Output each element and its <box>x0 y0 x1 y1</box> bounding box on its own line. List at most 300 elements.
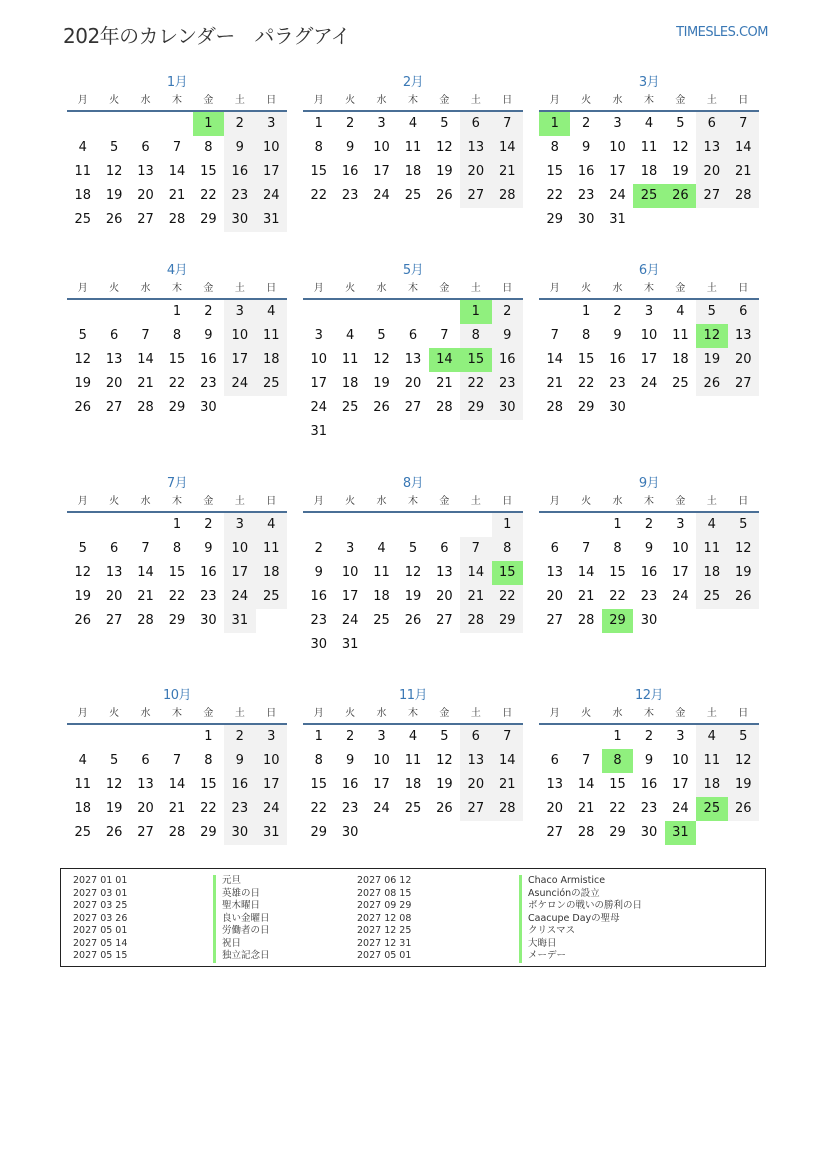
empty-day-cell <box>492 821 523 845</box>
empty-day-cell <box>334 300 365 324</box>
day-cell: 5 <box>440 729 449 744</box>
weekend-day-cell: 18 <box>696 773 727 797</box>
day-cell: 2 <box>204 304 213 319</box>
day-cell: 4 <box>78 140 87 155</box>
holiday-name: Asunciónの設立 <box>519 888 642 901</box>
site-name[interactable]: TIMESLES.COM <box>676 25 768 40</box>
holiday-day-cell: 8 <box>602 749 633 773</box>
day-cell: 12 <box>105 164 123 179</box>
day-cell: 29 <box>200 825 217 840</box>
day-cell: 22 <box>577 376 595 391</box>
holiday-date: 2027 12 08 <box>357 912 412 924</box>
weekend-day-cell: 6 <box>460 725 491 749</box>
week-row <box>539 208 759 232</box>
weekend-day-cell: 31 <box>224 609 255 633</box>
day-cell: 11 <box>74 777 91 792</box>
day-cell: 14 <box>577 777 595 792</box>
weekend-day-cell: 11 <box>696 537 727 561</box>
day-cell: 18 <box>341 376 359 391</box>
holiday-name: 英雄の日 <box>213 888 270 901</box>
weekday-header <box>67 280 287 300</box>
holiday-date: 2027 03 25 <box>73 900 128 911</box>
day-cell: 22 <box>168 376 186 391</box>
week-row <box>67 773 287 797</box>
day-cell: 1 <box>613 729 622 744</box>
week-row <box>303 749 523 773</box>
day-cell: 7 <box>172 140 182 155</box>
weekday-label: 水 <box>140 496 151 507</box>
weekend-day-cell: 10 <box>256 749 287 773</box>
day-cell: 24 <box>640 376 658 391</box>
empty-day-cell <box>665 396 696 420</box>
weekday-label: 木 <box>643 496 654 507</box>
empty-day-cell <box>256 609 287 633</box>
week-row <box>303 797 523 821</box>
weekend-day-cell: 5 <box>696 300 727 324</box>
weekday-label: 木 <box>171 496 182 507</box>
empty-day-cell <box>429 633 460 657</box>
empty-day-cell <box>665 609 696 633</box>
day-cell: 15 <box>200 777 217 792</box>
day-cell: 16 <box>577 164 595 179</box>
month-3 <box>539 74 759 232</box>
weekend-day-cell: 11 <box>696 749 727 773</box>
day-cell: 20 <box>546 589 563 604</box>
weekend-day-cell: 21 <box>728 160 759 184</box>
day-cell: 5 <box>676 116 685 131</box>
day-cell: 16 <box>310 589 327 604</box>
holiday-name: 祝日 <box>213 938 270 951</box>
empty-day-cell <box>130 513 161 537</box>
empty-day-cell <box>366 300 397 324</box>
weekend-day-cell: 11 <box>256 324 287 348</box>
day-cell: 17 <box>373 164 390 179</box>
weekday-label: 土 <box>706 496 717 507</box>
month-8 <box>303 475 523 657</box>
day-cell: 19 <box>404 589 422 604</box>
empty-day-cell <box>728 821 759 845</box>
weekend-day-cell: 18 <box>696 561 727 585</box>
day-cell: 13 <box>436 565 453 580</box>
month-2 <box>303 74 523 208</box>
weekend-day-cell: 3 <box>256 725 287 749</box>
empty-day-cell <box>366 633 397 657</box>
empty-day-cell <box>98 112 129 136</box>
holiday-day-cell: 14 <box>429 348 460 372</box>
weekday-label: 水 <box>612 95 623 106</box>
weekend-day-cell: 28 <box>728 184 759 208</box>
weekday-label: 水 <box>612 283 623 294</box>
week-row <box>539 324 759 348</box>
day-cell: 6 <box>141 753 150 768</box>
week-row <box>303 725 523 749</box>
day-cell: 27 <box>436 613 453 628</box>
week-row <box>67 348 287 372</box>
day-cell: 27 <box>137 825 154 840</box>
day-cell: 4 <box>644 116 654 131</box>
day-cell: 7 <box>440 328 449 343</box>
day-cell: 9 <box>204 541 213 556</box>
empty-day-cell <box>334 420 365 444</box>
weekend-day-cell: 29 <box>460 396 491 420</box>
week-row <box>67 821 287 845</box>
day-cell: 15 <box>546 164 563 179</box>
weekday-label: 火 <box>581 496 592 507</box>
day-cell: 4 <box>676 304 685 319</box>
weekend-day-cell: 4 <box>696 513 727 537</box>
weekday-label: 火 <box>581 708 592 719</box>
day-cell: 25 <box>404 188 422 203</box>
day-cell: 3 <box>314 328 323 343</box>
day-cell: 23 <box>609 376 626 391</box>
week-row <box>67 324 287 348</box>
weekday-label: 日 <box>502 95 513 106</box>
empty-day-cell <box>429 513 460 537</box>
empty-day-cell <box>397 513 428 537</box>
day-cell: 26 <box>436 801 453 816</box>
weekday-label: 日 <box>266 283 277 294</box>
holiday-date: 2027 05 01 <box>357 950 412 961</box>
day-cell: 11 <box>341 352 359 367</box>
day-cell: 2 <box>581 116 591 131</box>
empty-day-cell <box>696 821 727 845</box>
weekend-day-cell: 7 <box>460 537 491 561</box>
day-cell: 31 <box>310 424 327 439</box>
empty-day-cell <box>460 513 491 537</box>
holiday-name: 大晦日 <box>519 938 642 951</box>
day-cell: 21 <box>137 589 154 604</box>
day-cell: 20 <box>105 589 123 604</box>
week-row <box>67 513 287 537</box>
day-cell: 3 <box>613 116 622 131</box>
day-cell: 29 <box>200 212 217 227</box>
day-cell: 6 <box>109 541 119 556</box>
day-cell: 23 <box>640 801 658 816</box>
day-cell: 27 <box>105 613 123 628</box>
weekday-label: 火 <box>345 708 356 719</box>
week-row <box>539 537 759 561</box>
holiday-name: 労働者の日 <box>213 925 270 938</box>
week-row <box>303 396 523 420</box>
week-row <box>303 633 523 657</box>
day-cell: 15 <box>168 565 186 580</box>
day-cell: 29 <box>577 400 595 415</box>
empty-day-cell <box>570 513 601 537</box>
holiday-dates-col-2 <box>357 875 411 963</box>
day-cell: 7 <box>581 753 591 768</box>
weekend-day-cell: 28 <box>492 797 523 821</box>
empty-day-cell <box>460 633 491 657</box>
month-7 <box>67 475 287 633</box>
weekday-label: 木 <box>643 708 654 719</box>
holiday-day-cell: 25 <box>696 797 727 821</box>
empty-day-cell <box>130 112 161 136</box>
day-cell: 7 <box>141 541 150 556</box>
weekend-day-cell: 17 <box>256 773 287 797</box>
day-cell: 1 <box>172 517 182 532</box>
empty-day-cell <box>98 725 129 749</box>
day-cell: 10 <box>310 352 327 367</box>
weekday-label: 水 <box>376 708 387 719</box>
day-cell: 22 <box>609 589 626 604</box>
day-cell: 5 <box>440 116 449 131</box>
weekday-label: 火 <box>109 708 120 719</box>
week-row <box>539 749 759 773</box>
empty-day-cell <box>539 513 570 537</box>
empty-day-cell <box>98 513 129 537</box>
day-cell: 20 <box>137 801 154 816</box>
day-cell: 12 <box>672 140 689 155</box>
empty-day-cell <box>397 821 428 845</box>
weekend-day-cell: 2 <box>224 112 255 136</box>
weekend-day-cell: 23 <box>224 797 255 821</box>
day-cell: 27 <box>105 400 123 415</box>
week-row <box>539 372 759 396</box>
holiday-day-cell: 1 <box>539 112 570 136</box>
weekend-day-cell: 23 <box>492 372 523 396</box>
day-cell: 9 <box>345 753 355 768</box>
day-cell: 8 <box>314 753 323 768</box>
month-name: 7月 <box>166 476 188 491</box>
day-cell: 24 <box>373 801 390 816</box>
holiday-date: 2027 12 31 <box>357 937 412 949</box>
day-cell: 8 <box>172 328 182 343</box>
weekday-label: 木 <box>643 283 654 294</box>
weekday-label: 木 <box>407 708 418 719</box>
day-cell: 27 <box>546 613 563 628</box>
week-row <box>303 609 523 633</box>
day-cell: 23 <box>577 188 595 203</box>
day-cell: 15 <box>577 352 595 367</box>
day-cell: 18 <box>74 801 91 816</box>
weekend-day-cell: 12 <box>728 749 759 773</box>
month-10 <box>67 687 287 845</box>
weekday-label: 火 <box>581 283 592 294</box>
weekday-label: 金 <box>203 708 214 719</box>
week-row <box>67 160 287 184</box>
day-cell: 21 <box>577 589 595 604</box>
weekend-day-cell: 4 <box>696 725 727 749</box>
empty-day-cell <box>256 396 287 420</box>
weekend-day-cell: 10 <box>256 136 287 160</box>
day-cell: 6 <box>440 541 449 556</box>
day-cell: 5 <box>109 753 119 768</box>
day-cell: 29 <box>546 212 563 227</box>
weekend-day-cell: 25 <box>256 372 287 396</box>
day-cell: 27 <box>546 825 563 840</box>
holiday-day-cell: 15 <box>492 561 523 585</box>
day-cell: 17 <box>640 352 658 367</box>
empty-day-cell <box>492 420 523 444</box>
empty-day-cell <box>161 112 192 136</box>
weekend-day-cell: 16 <box>224 773 255 797</box>
weekend-day-cell: 9 <box>492 324 523 348</box>
week-row <box>67 396 287 420</box>
day-cell: 3 <box>377 729 386 744</box>
weekday-label: 土 <box>234 708 245 719</box>
day-cell: 24 <box>310 400 327 415</box>
holiday-day-cell: 26 <box>665 184 696 208</box>
weekend-day-cell: 30 <box>492 396 523 420</box>
day-cell: 12 <box>74 565 91 580</box>
day-cell: 31 <box>609 212 626 227</box>
day-cell: 17 <box>341 589 359 604</box>
week-row <box>539 585 759 609</box>
week-row <box>67 609 287 633</box>
weekend-day-cell: 26 <box>696 372 727 396</box>
day-cell: 12 <box>436 753 453 768</box>
day-cell: 17 <box>672 565 689 580</box>
weekend-day-cell: 22 <box>460 372 491 396</box>
weekday-label: 月 <box>77 95 88 106</box>
day-cell: 3 <box>345 541 355 556</box>
empty-day-cell <box>492 633 523 657</box>
month-name: 6月 <box>638 263 660 278</box>
day-cell: 1 <box>314 729 323 744</box>
month-name: 11月 <box>398 688 428 703</box>
weekend-day-cell: 14 <box>492 136 523 160</box>
day-cell: 12 <box>105 777 123 792</box>
day-cell: 18 <box>404 164 422 179</box>
day-cell: 8 <box>550 140 559 155</box>
weekday-label: 木 <box>171 283 182 294</box>
weekend-day-cell: 7 <box>492 725 523 749</box>
weekend-day-cell: 8 <box>492 537 523 561</box>
weekend-day-cell: 16 <box>492 348 523 372</box>
holiday-day-cell: 31 <box>665 821 696 845</box>
week-row <box>539 300 759 324</box>
empty-day-cell <box>539 725 570 749</box>
weekday-label: 土 <box>706 95 717 106</box>
day-cell: 13 <box>105 565 123 580</box>
weekend-day-cell: 9 <box>224 749 255 773</box>
day-cell: 31 <box>341 637 359 652</box>
empty-day-cell <box>728 208 759 232</box>
day-cell: 1 <box>581 304 591 319</box>
weekend-day-cell: 27 <box>728 372 759 396</box>
day-cell: 14 <box>137 565 154 580</box>
day-cell: 9 <box>204 328 213 343</box>
day-cell: 16 <box>640 777 658 792</box>
weekend-day-cell: 20 <box>460 773 491 797</box>
weekend-day-cell: 7 <box>492 112 523 136</box>
holiday-name: 聖木曜日 <box>213 900 270 913</box>
weekend-day-cell: 6 <box>460 112 491 136</box>
weekend-day-cell: 14 <box>728 136 759 160</box>
day-cell: 19 <box>74 376 91 391</box>
week-row <box>303 136 523 160</box>
day-cell: 18 <box>404 777 422 792</box>
day-cell: 17 <box>672 777 689 792</box>
day-cell: 9 <box>314 565 323 580</box>
day-cell: 1 <box>204 729 213 744</box>
day-cell: 18 <box>640 164 658 179</box>
empty-day-cell <box>728 609 759 633</box>
day-cell: 21 <box>168 188 186 203</box>
holiday-date: 2027 03 26 <box>73 912 128 924</box>
empty-day-cell <box>696 396 727 420</box>
weekday-label: 日 <box>502 496 513 507</box>
weekend-day-cell: 21 <box>492 160 523 184</box>
weekday-label: 火 <box>109 95 120 106</box>
month-name: 2月 <box>402 75 424 90</box>
empty-day-cell <box>696 609 727 633</box>
weekday-label: 土 <box>234 283 245 294</box>
day-cell: 1 <box>314 116 323 131</box>
holiday-day-cell: 29 <box>602 609 633 633</box>
weekday-label: 金 <box>439 95 450 106</box>
day-cell: 21 <box>436 376 453 391</box>
weekday-label: 水 <box>612 496 623 507</box>
day-cell: 16 <box>609 352 626 367</box>
day-cell: 30 <box>640 613 658 628</box>
weekend-day-cell: 24 <box>256 184 287 208</box>
day-cell: 19 <box>105 188 123 203</box>
weekday-label: 水 <box>376 95 387 106</box>
month-12 <box>539 687 759 845</box>
day-cell: 2 <box>204 517 213 532</box>
day-cell: 24 <box>341 613 359 628</box>
weekend-day-cell: 24 <box>224 585 255 609</box>
day-cell: 28 <box>168 212 186 227</box>
weekday-label: 水 <box>140 95 151 106</box>
weekday-header <box>67 705 287 725</box>
day-cell: 21 <box>168 801 186 816</box>
week-row <box>303 537 523 561</box>
day-cell: 4 <box>408 116 418 131</box>
day-cell: 17 <box>373 777 390 792</box>
day-cell: 7 <box>550 328 559 343</box>
day-cell: 28 <box>577 613 595 628</box>
holiday-date: 2027 05 01 <box>73 925 128 936</box>
day-cell: 2 <box>314 541 323 556</box>
weekday-label: 金 <box>439 283 450 294</box>
day-cell: 6 <box>550 753 559 768</box>
weekend-day-cell: 19 <box>728 561 759 585</box>
weekend-day-cell: 31 <box>256 208 287 232</box>
weekend-day-cell: 10 <box>224 324 255 348</box>
weekend-day-cell: 19 <box>696 348 727 372</box>
holiday-date: 2027 03 01 <box>73 887 128 899</box>
weekday-label: 月 <box>549 496 560 507</box>
day-cell: 6 <box>141 140 150 155</box>
day-cell: 20 <box>436 589 453 604</box>
weekday-label: 月 <box>77 708 88 719</box>
week-row <box>539 561 759 585</box>
day-cell: 13 <box>137 164 154 179</box>
week-row <box>303 112 523 136</box>
day-cell: 24 <box>609 188 626 203</box>
week-row <box>303 348 523 372</box>
day-cell: 20 <box>137 188 154 203</box>
day-cell: 20 <box>546 801 563 816</box>
day-cell: 2 <box>345 729 355 744</box>
day-cell: 10 <box>640 328 658 343</box>
empty-day-cell <box>397 633 428 657</box>
empty-day-cell <box>303 513 334 537</box>
weekday-label: 月 <box>77 496 88 507</box>
day-cell: 16 <box>640 565 658 580</box>
day-cell: 4 <box>377 541 386 556</box>
weekday-label: 木 <box>171 95 182 106</box>
weekend-day-cell: 21 <box>492 773 523 797</box>
holiday-date: 2027 09 29 <box>357 900 412 911</box>
day-cell: 13 <box>105 352 123 367</box>
empty-day-cell <box>161 725 192 749</box>
weekday-header <box>67 493 287 513</box>
weekday-label: 土 <box>234 95 245 106</box>
day-cell: 22 <box>310 801 327 816</box>
